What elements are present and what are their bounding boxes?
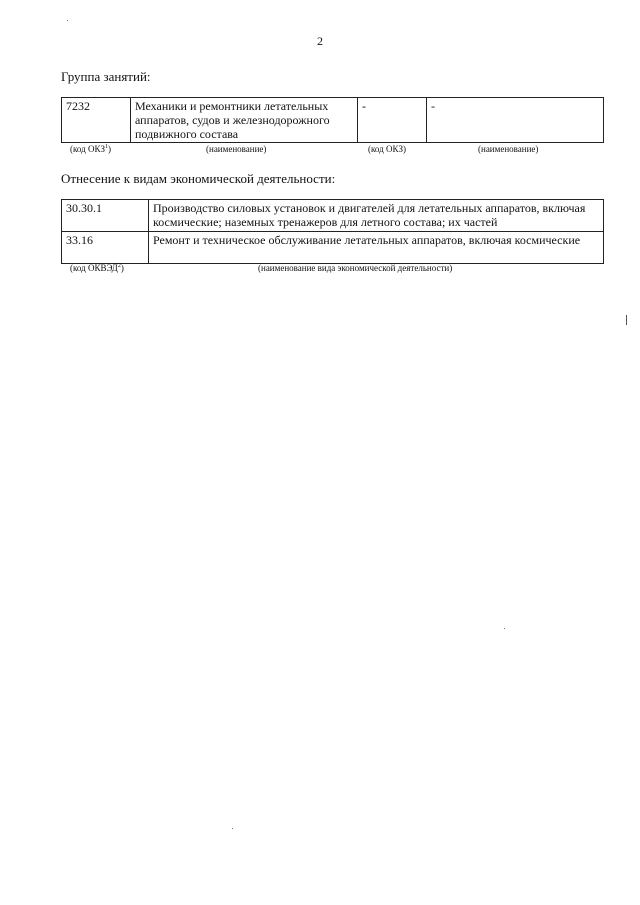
table-row	[62, 232, 604, 264]
okz-name-cell: Механики и ремонтники летательных аппаратов, судов и железнодорожного подвижного состава	[131, 98, 358, 143]
caption-okz-code: (код ОКЗ$^1$)	[70, 144, 111, 154]
scan-speck	[232, 828, 233, 829]
caption-okz-name: (наименование)	[206, 144, 267, 154]
caption-okz-code2: (код ОКЗ)	[368, 144, 406, 154]
occupation-captions	[0, 144, 640, 158]
okved-name-cell: Ремонт и техническое обслуживание летательных аппаратов, включая космические	[149, 232, 604, 264]
caption-okved-code: (код ОКВЭД$^2$)	[70, 263, 124, 273]
activities-table	[61, 199, 604, 264]
table-row	[62, 98, 604, 143]
table-row	[62, 200, 604, 232]
okved-code-cell: 30.30.1	[62, 200, 149, 232]
occupation-group-table	[61, 97, 604, 143]
occupation-group-title: Группа занятий:	[61, 69, 151, 84]
okved-code-cell: 33.16	[62, 232, 149, 264]
caption-okz-name2: (наименование)	[478, 144, 539, 154]
activities-title: Отнесение к видам экономической деятельности:	[61, 171, 336, 186]
scan-mark	[626, 315, 627, 325]
okved-name-cell: Производство силовых установок и двигателей для летательных аппаратов, включая космические; наземных тренажеров для летного состава; их частей	[149, 200, 604, 232]
okz-code-cell: 7232	[62, 98, 131, 143]
activities-captions	[0, 263, 640, 277]
scan-speck	[504, 628, 505, 629]
okz-code2-cell: -	[358, 98, 427, 143]
caption-okved-name: (наименование вида экономической деятельности)	[258, 263, 453, 273]
okz-name2-cell: -	[427, 98, 604, 143]
scan-speck	[67, 20, 68, 21]
page-number: 2	[317, 34, 323, 48]
